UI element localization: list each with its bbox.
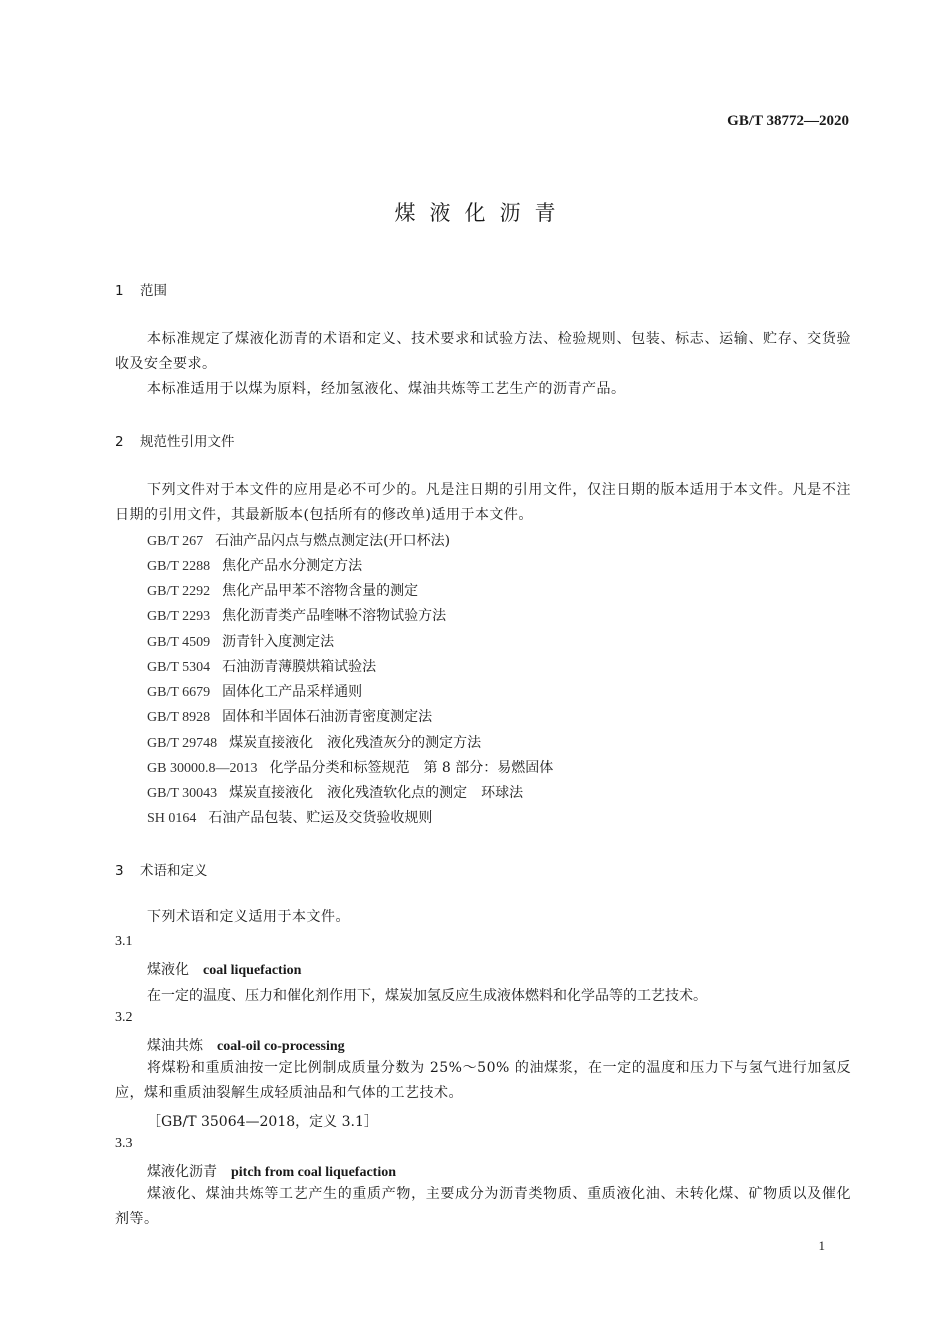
reference-title: 焦化产品水分测定方法: [222, 558, 363, 574]
term-name-cn: 煤液化: [147, 962, 189, 978]
reference-title: 沥青针入度测定法: [222, 634, 335, 650]
scope-paragraph-2: 本标准适用于以煤为原料，经加氢液化、煤油共炼等工艺生产的沥青产品。: [147, 381, 626, 397]
term-number: 3.2: [115, 1010, 133, 1025]
reference-code: GB/T 2292: [147, 584, 211, 599]
references-intro: 下列文件对于本文件的应用是必不可少的。凡是注日期的引用文件，仅注日期的版本适用于本文件。凡是不注日期的引用文件，其最新版本(包括所有的修改单)适用于本文件。: [115, 482, 851, 523]
standard-code: GB/T 38772—2020: [727, 113, 849, 129]
section-3-heading: [115, 859, 208, 879]
term-definition: 在一定的温度、压力和催化剂作用下，煤炭加氢反应生成液体燃料和化学品等的工艺技术。: [147, 988, 707, 1004]
reference-item: [147, 530, 450, 550]
section-number: 2: [115, 434, 124, 450]
reference-title: 石油产品包装、贮运及交货验收规则: [208, 810, 433, 826]
term-number: 3.3: [115, 1136, 133, 1151]
term-definition: 将煤粉和重质油按一定比例制成质量分数为 25%～50% 的油煤浆，在一定的温度和压力下与氢气进行加氢反应，煤和重质油裂解生成轻质油品和气体的工艺技术。: [115, 1060, 851, 1101]
reference-item: [147, 732, 481, 752]
reference-code: GB/T 267: [147, 534, 204, 549]
term-name-en: coal-oil co-processing: [217, 1039, 345, 1054]
reference-code: GB/T 8928: [147, 710, 211, 725]
term-definition: 煤液化、煤油共炼等工艺产生的重质产物，主要成分为沥青类物质、重质液化油、未转化煤、矿物质以及催化剂等。: [115, 1186, 851, 1227]
reference-title: 煤炭直接液化 液化残渣灰分的测定方法: [229, 735, 482, 751]
reference-item: [147, 580, 418, 600]
page-title: 煤液化沥青: [394, 201, 570, 225]
reference-code: GB/T 29748: [147, 736, 218, 751]
section-title: 范围: [140, 283, 167, 299]
scope-paragraph-1: 本标准规定了煤液化沥青的术语和定义、技术要求和试验方法、检验规则、包装、标志、运输、贮存、交货验收及安全要求。: [115, 331, 851, 372]
term-name: [147, 1035, 345, 1055]
reference-item: [147, 757, 553, 777]
reference-title: 石油产品闪点与燃点测定法(开口杯法): [215, 533, 451, 549]
reference-item: [147, 605, 446, 625]
reference-title: 固体化工产品采样通则: [222, 684, 363, 700]
term-number: 3.1: [115, 934, 133, 949]
reference-title: 固体和半固体石油沥青密度测定法: [222, 709, 433, 725]
section-number: 3: [115, 863, 124, 879]
reference-code: SH 0164: [147, 811, 197, 826]
reference-code: GB/T 5304: [147, 660, 211, 675]
term-name: [147, 959, 301, 979]
page-number: 1: [818, 1238, 825, 1253]
reference-code: GB/T 30043: [147, 786, 218, 801]
reference-title: 石油沥青薄膜烘箱试验法: [222, 659, 377, 675]
term-source: ［GB/T 35064—2018，定义 3.1］: [147, 1114, 378, 1130]
reference-item: [147, 681, 362, 701]
reference-item: [147, 807, 432, 827]
reference-item: [147, 706, 432, 726]
section-1-heading: [115, 279, 167, 299]
reference-item: [147, 555, 362, 575]
reference-code: GB/T 2293: [147, 609, 211, 624]
term-name: [147, 1161, 396, 1181]
reference-code: GB 30000.8—2013: [147, 761, 258, 776]
reference-item: [147, 656, 376, 676]
term-name-en: coal liquefaction: [203, 963, 302, 978]
section-title: 规范性引用文件: [140, 434, 235, 450]
reference-title: 焦化沥青类产品喹啉不溶物试验方法: [222, 608, 447, 624]
terms-intro: 下列术语和定义适用于本文件。: [147, 909, 350, 925]
term-name-en: pitch from coal liquefaction: [231, 1165, 397, 1180]
reference-code: GB/T 2288: [147, 559, 211, 574]
reference-item: [147, 782, 523, 802]
reference-item: [147, 631, 334, 651]
reference-title: 煤炭直接液化 液化残渣软化点的测定 环球法: [229, 785, 524, 801]
reference-title: 焦化产品甲苯不溶物含量的测定: [222, 583, 419, 599]
reference-code: GB/T 4509: [147, 635, 211, 650]
term-name-cn: 煤油共炼: [147, 1038, 203, 1054]
section-number: 1: [115, 283, 124, 299]
reference-code: GB/T 6679: [147, 685, 211, 700]
reference-title: 化学品分类和标签规范 第 8 部分：易燃固体: [269, 760, 554, 776]
section-2-heading: [115, 430, 235, 450]
section-title: 术语和定义: [140, 863, 208, 879]
term-name-cn: 煤液化沥青: [147, 1164, 217, 1180]
